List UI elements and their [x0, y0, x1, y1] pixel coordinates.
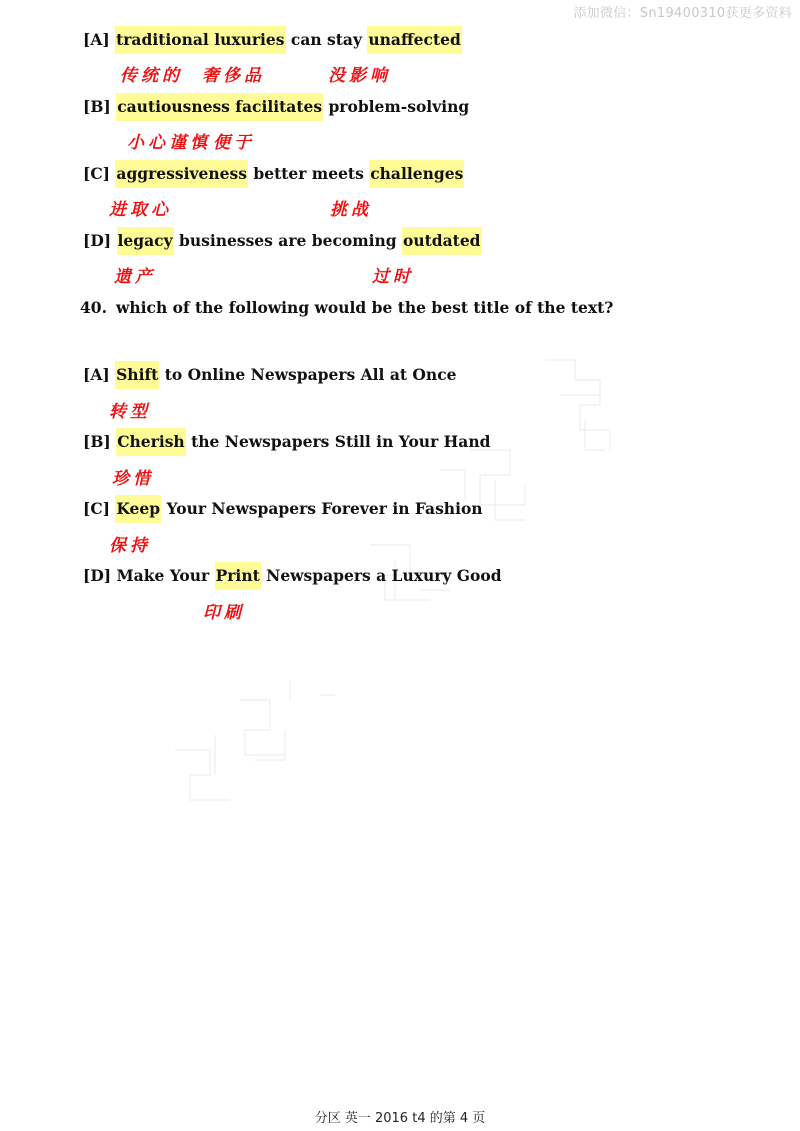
highlight: Cherish — [116, 428, 186, 456]
highlight: legacy — [117, 227, 174, 255]
page-footer: 分区 英一 2016 t4 的第 4 页 — [314, 1111, 486, 1126]
highlight: Print — [215, 562, 261, 590]
annotation: 小心谨慎 — [127, 133, 211, 153]
annotation: 保持 — [109, 536, 151, 556]
annotation: 印刷 — [203, 603, 245, 623]
highlight: unaffected — [367, 26, 461, 54]
question-40 — [80, 297, 613, 319]
highlight: Shift — [115, 361, 159, 389]
top-right-watermark: 添加微信：Sn19400310获更多资料 — [573, 6, 792, 21]
option-40-b: [B] Cherish the Newspapers Still in Your Hand — [83, 431, 490, 453]
annotation: 过时 — [372, 267, 414, 287]
annotation: 珍惜 — [112, 469, 154, 489]
annotation: 挑战 — [330, 200, 372, 220]
option-39-c: [C] aggressiveness better meets challenges — [83, 163, 464, 185]
annotation: 转型 — [109, 402, 151, 422]
annotation: 遗产 — [114, 267, 156, 287]
highlight: traditional luxuries — [115, 26, 285, 54]
option-40-a: [A] Shift to Online Newspapers All at Once — [83, 364, 457, 386]
highlight: outdated — [402, 227, 482, 255]
option-40-d: [D] Make Your Print Newspapers a Luxury Good — [83, 565, 502, 587]
option-39-b: [B] cautiousness facilitates problem-solving — [83, 96, 469, 118]
annotation: 没影响 — [328, 66, 391, 86]
highlight: Keep — [115, 495, 161, 523]
highlight: aggressiveness — [115, 160, 248, 188]
question-text: which of the following would be the best title of the text? — [116, 298, 614, 317]
option-39-a: [A] traditional luxuries can stay unaffected — [83, 29, 462, 51]
annotation: 进取心 — [109, 200, 172, 220]
question-number: 40. — [80, 298, 107, 317]
annotation: 便于 — [213, 133, 255, 153]
option-40-c: [C] Keep Your Newspapers Forever in Fashion — [83, 498, 483, 520]
option-39-d: [D] legacy businesses are becoming outdated — [83, 230, 482, 252]
highlight: challenges — [369, 160, 464, 188]
highlight: cautiousness facilitates — [116, 93, 323, 121]
annotation: 奢侈品 — [202, 66, 265, 86]
annotation: 传统的 — [120, 66, 183, 86]
